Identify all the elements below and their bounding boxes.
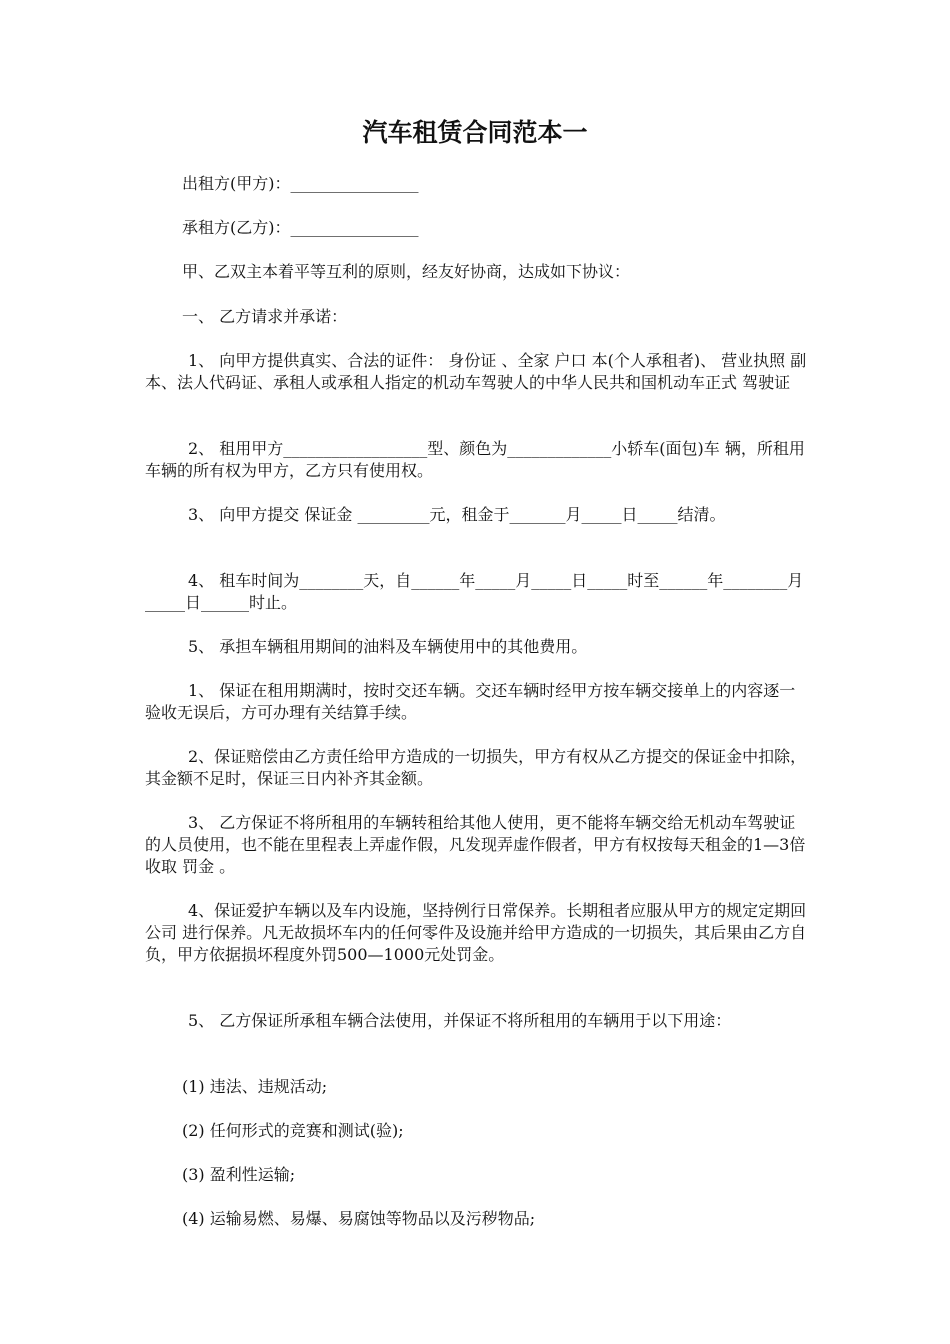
section-heading: 一、 乙方请求并承诺：	[182, 307, 348, 326]
clause-paragraph: 5、 乙方保证所承租车辆合法使用，并保证不将所租用的车辆用于以下用途：	[188, 1011, 732, 1030]
clause-paragraph: 2、保证赔偿由乙方责任给甲方造成的一切损失，甲方有权从乙方提交的保证金中扣除，其金额不足时，保证三日内补齐其金额。	[145, 747, 807, 788]
list-item: (4) 运输易燃、易爆、易腐蚀等物品以及污秽物品;	[182, 1209, 536, 1228]
page-title: 汽车租赁合同范本一	[362, 118, 588, 147]
clause-paragraph: 1、 向甲方提供真实、合法的证件： 身份证 、全家 户口 本(个人承租者)、 营业执照 副本、法人代码证、承租人或承租人指定的机动车驾驶人的中华人民共和国机动车正式 驾驶证	[145, 351, 807, 392]
intro-paragraph: 甲、乙双主本着平等互利的原则，经友好协商，达成如下协议：	[182, 262, 631, 281]
clause-paragraph: 3、 乙方保证不将所租用的车辆转租给其他人使用，更不能将车辆交给无机动车驾驶证的人员使用，也不能在里程表上弄虚作假，凡发现弄虚作假者，甲方有权按每天租金的1—3倍收取 罚金 。	[145, 813, 806, 876]
clause-paragraph: 1、 保证在租用期满时，按时交还车辆。交还车辆时经甲方按车辆交接单上的内容逐一验收无误后，方可办理有关结算手续。	[145, 681, 796, 722]
clause-paragraph: 4、 租车时间为________天，自______年_____月_____日_____时至______年________月_____日______时止。	[145, 571, 804, 612]
list-item: (3) 盈利性运输;	[182, 1165, 296, 1184]
clause-paragraph: 3、 向甲方提交 保证金 _________元，租金于_______月_____日_____结清。	[188, 505, 726, 524]
lessee-line: 承租方(乙方)：________________	[182, 218, 419, 237]
clause-paragraph: 5、 承担车辆租用期间的油料及车辆使用中的其他费用。	[188, 637, 588, 656]
clause-paragraph: 2、 租用甲方__________________型、颜色为_____________小轿车(面包)车 辆，所租用车辆的所有权为甲方，乙方只有使用权。	[145, 439, 805, 480]
clause-paragraph: 4、保证爱护车辆以及车内设施，坚持例行日常保养。长期租者应服从甲方的规定定期回 公司 进行保养。凡无故损坏车内的任何零件及设施并给甲方造成的一切损失，其后果由乙方自负，甲方依据损坏程度外罚500—1000元处罚金。	[145, 901, 807, 964]
list-item: (1) 违法、违规活动;	[182, 1077, 328, 1096]
list-item: (2) 任何形式的竞赛和测试(验);	[182, 1121, 404, 1140]
lessor-line: 出租方(甲方)：________________	[182, 174, 419, 193]
